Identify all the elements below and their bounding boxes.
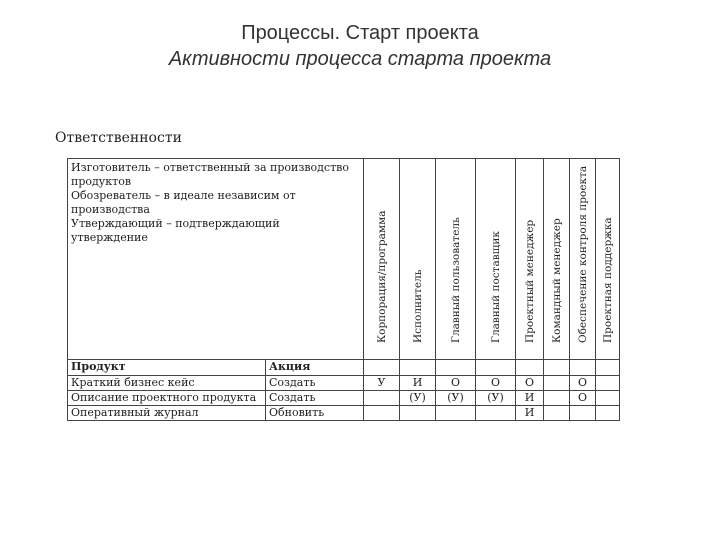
role-cell (544, 376, 570, 391)
role-cell (596, 406, 620, 421)
role-header (400, 159, 436, 360)
role-cell: У (364, 376, 400, 391)
role-cell: (У) (436, 391, 476, 406)
role-cell (596, 391, 620, 406)
role-label: Исполнитель (411, 269, 424, 343)
role-cell: И (400, 376, 436, 391)
column-header-row (68, 360, 620, 376)
role-cell (436, 406, 476, 421)
role-cell (544, 391, 570, 406)
role-label: Корпорация/программа (375, 210, 388, 343)
legend-cell (68, 159, 364, 360)
role-cell: И (516, 391, 544, 406)
role-label: Проектная поддержка (601, 217, 614, 343)
action-cell: Создать (266, 376, 364, 391)
legend-item: Обозреватель – в идеале независим от производства (71, 189, 296, 216)
legend-item: Утверждающий – подтверждающий утверждение (71, 217, 280, 244)
role-label: Главный поставщик (489, 231, 502, 343)
role-cell: (У) (400, 391, 436, 406)
role-cell: О (516, 376, 544, 391)
action-cell: Создать (266, 391, 364, 406)
role-header (544, 159, 570, 360)
responsibility-matrix (67, 158, 620, 421)
role-cell (570, 406, 596, 421)
role-header (596, 159, 620, 360)
role-header (516, 159, 544, 360)
slide-subtitle: Активности процесса старта проекта (168, 48, 552, 70)
role-label: Обеспечение контроля проекта (576, 165, 589, 343)
role-cell: О (476, 376, 516, 391)
role-cell: И (516, 406, 544, 421)
role-cell: О (570, 391, 596, 406)
legend-item: Изготовитель – ответственный за производство продуктов (71, 161, 349, 188)
role-label: Командный менеджер (550, 218, 563, 343)
role-cell: О (436, 376, 476, 391)
table-row (68, 376, 620, 391)
role-cell: (У) (476, 391, 516, 406)
role-cell: О (570, 376, 596, 391)
role-header (476, 159, 516, 360)
product-cell: Краткий бизнес кейс (68, 376, 266, 391)
action-cell: Обновить (266, 406, 364, 421)
table-row (68, 391, 620, 406)
section-label: Ответственности (55, 130, 182, 146)
role-header (570, 159, 596, 360)
role-cell (364, 406, 400, 421)
product-cell: Описание проектного продукта (68, 391, 266, 406)
role-header (364, 159, 400, 360)
product-cell: Оперативный журнал (68, 406, 266, 421)
role-header (436, 159, 476, 360)
role-cell (364, 391, 400, 406)
table-row (68, 406, 620, 421)
slide-title: Процессы. Старт проекта (241, 22, 479, 44)
role-label: Главный пользователь (449, 217, 462, 343)
role-cell (596, 376, 620, 391)
column-header-product: Продукт (68, 360, 266, 376)
role-cell (544, 406, 570, 421)
role-cell (476, 406, 516, 421)
role-cell (400, 406, 436, 421)
role-label: Проектный менеджер (523, 219, 536, 343)
column-header-action: Акция (266, 360, 364, 376)
role-header-row (68, 159, 620, 360)
